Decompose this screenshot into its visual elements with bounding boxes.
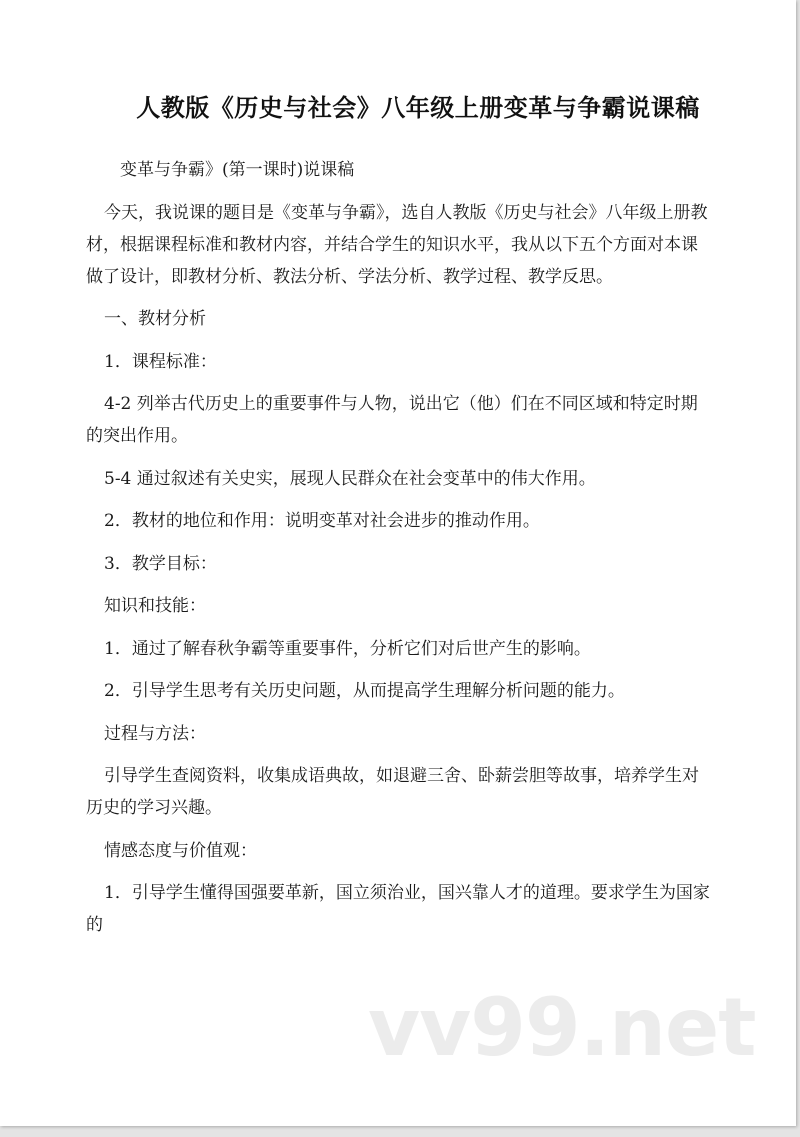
paragraph-subtitle: 变革与争霸》(第一课时)说课稿	[120, 160, 355, 180]
paragraph-textbook-role: 2．教材的地位和作用：说明变革对社会进步的推动作用。	[104, 511, 540, 531]
paragraph-intro: 今天，我说课的题目是《变革与争霸》，选自人教版《历史与社会》八年级上册教材，根据课程标准和教材内容，并结合学生的知识水平，我从以下五个方面对本课做了设计，即教材分析、教法分析、学法分析、教学过程、教学反思。	[86, 202, 708, 287]
paragraph-goal-1: 1．通过了解春秋争霸等重要事件，分析它们对后世产生的影响。	[104, 638, 591, 659]
paragraph-emotion-goal-1: 1．引导学生懂得国强要革新，国立须治业，国兴靠人才的道理。要求学生为国家的	[86, 883, 710, 935]
paragraph-knowledge-skills: 知识和技能：	[104, 596, 206, 616]
document-body	[86, 154, 710, 952]
paragraph-standard-4-2: 4-2 列举古代历史上的重要事件与人物，说出它（他）们在不同区域和特定时期的突出作用。	[86, 394, 698, 446]
paragraph-emotion-values: 情感态度与价值观：	[104, 840, 257, 861]
paragraph-process-methods: 过程与方法：	[104, 723, 206, 744]
watermark: vv99.net	[368, 981, 756, 1074]
paragraph-teaching-goals: 3．教学目标：	[104, 553, 217, 574]
paragraph-standard-5-4: 5-4 通过叙述有关史实，展现人民群众在社会变革中的伟大作用。	[104, 468, 596, 489]
paragraph-process-detail: 引导学生查阅资料，收集成语典故，如退避三舍、卧薪尝胆等故事，培养学生对历史的学习兴趣。	[86, 766, 699, 818]
paragraph-goal-2: 2．引导学生思考有关历史问题，从而提高学生理解分析问题的能力。	[104, 681, 625, 701]
section-heading-textbook-analysis: 一、教材分析	[104, 309, 206, 329]
document-title: 人教版《历史与社会》八年级上册变革与争霸说课稿	[136, 94, 700, 122]
paragraph-curriculum-standard: 1．课程标准：	[104, 351, 217, 372]
